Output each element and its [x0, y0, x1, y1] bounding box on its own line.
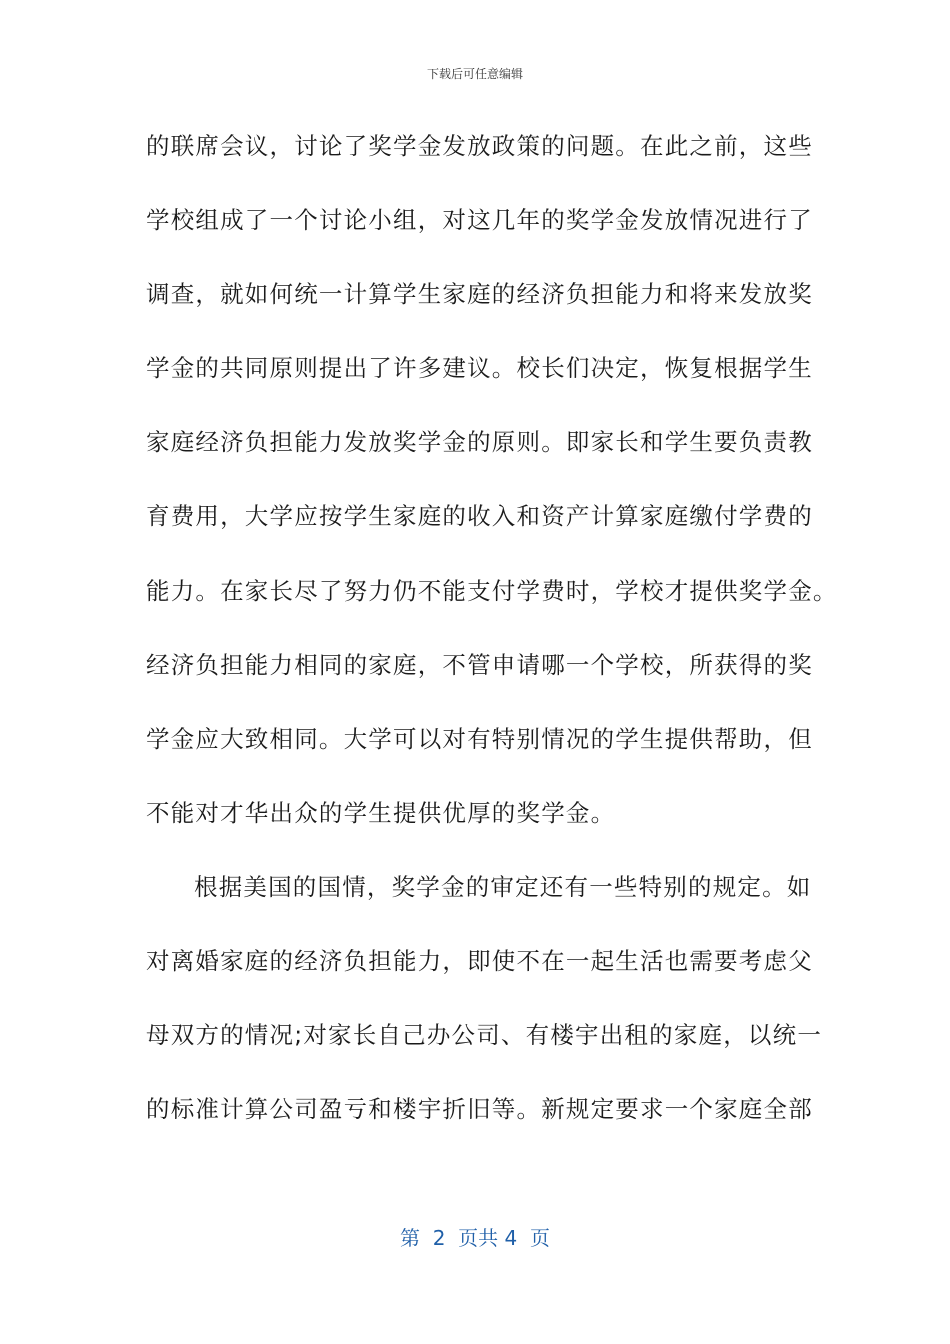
text-line: 对离婚家庭的经济负担能力，即使不在一起生活也需要考虑父: [146, 947, 813, 976]
text-line: 的联席会议，讨论了奖学金发放政策的问题。在此之前，这些: [146, 132, 813, 160]
page-number-footer: 第 2 页共 4 页: [400, 1226, 550, 1250]
text-line: 学金的共同原则提出了许多建议。校长们决定，恢复根据学生: [146, 354, 813, 383]
document-body: [146, 124, 838, 1161]
text-line: 母双方的情况;对家长自己办公司、有楼宇出租的家庭，以统一: [146, 1021, 823, 1050]
text-line: 不能对才华出众的学生提供优厚的奖学金。: [146, 798, 616, 827]
text-line: 经济负担能力相同的家庭，不管申请哪一个学校，所获得的奖: [146, 650, 813, 679]
text-line: 学校组成了一个讨论小组，对这几年的奖学金发放情况进行了: [146, 206, 813, 235]
text-line: 家庭经济负担能力发放奖学金的原则。即家长和学生要负责教: [146, 428, 813, 457]
text-line: 的标准计算公司盈亏和楼宇折旧等。新规定要求一个家庭全部: [146, 1095, 813, 1124]
text-line: 学金应大致相同。大学可以对有特别情况的学生提供帮助，但: [146, 724, 813, 753]
text-line: 能力。在家长尽了努力仍不能支付学费时，学校才提供奖学金。: [146, 576, 838, 605]
paragraph-start-line: 根据美国的国情，奖学金的审定还有一些特别的规定。如: [194, 872, 812, 901]
text-line: 育费用，大学应按学生家庭的收入和资产计算家庭缴付学费的: [146, 502, 813, 531]
text-line: 调查，就如何统一计算学生家庭的经济负担能力和将来发放奖: [146, 280, 813, 309]
page-header-note: 下载后可任意编辑: [426, 67, 523, 81]
